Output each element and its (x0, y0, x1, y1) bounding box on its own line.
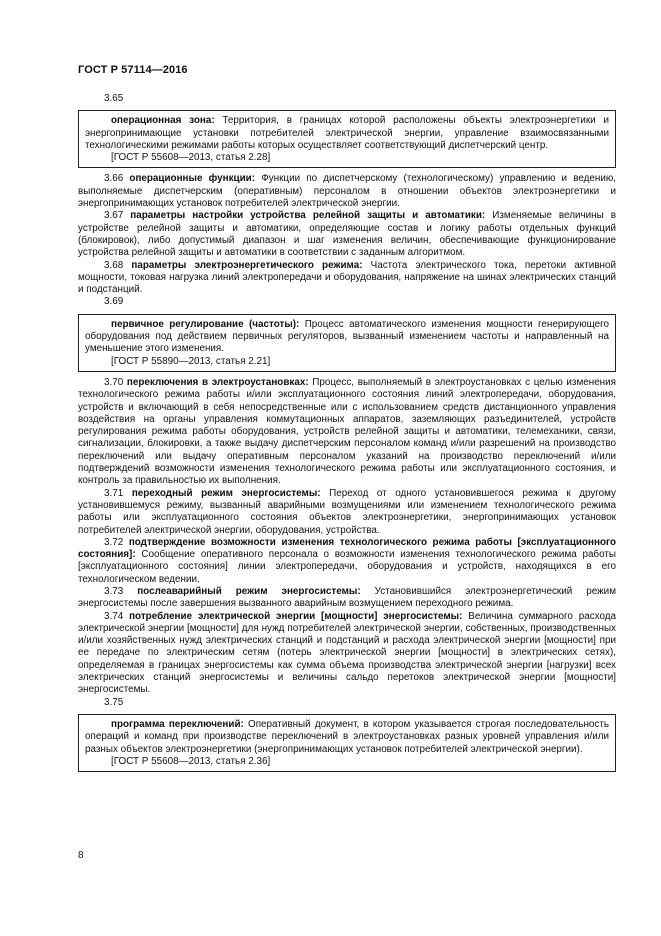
term-entry (78, 586, 616, 611)
term: потребление электрической энергии [мощности] энергосистемы: (129, 610, 463, 622)
term-entry (78, 210, 616, 259)
section-number: 3.69 (104, 296, 124, 308)
section-number: 3.67 (104, 210, 124, 222)
definition: Территория, в границах которой расположены объекты электроэнергетики и энергопринимающие установки потребителей электрической энергии, управление взаимосвязанными технологическими режимами работы которых осуществляет соответствующий диспетчерский центр. (85, 115, 609, 151)
section-number: 3.65 (104, 93, 124, 104)
definition: Сообщение оперативного персонала о возможности изменения технологического режима работы [эксплуатационного состояния] линии электропередачи, оборудования и устройств, находящихся в его технологическом ведении. (78, 549, 616, 585)
source-reference: [ГОСТ Р 55608—2013, статья 2.28] (111, 152, 271, 164)
definition: Установившийся электроэнергетический режим энергосистемы после завершения вызванного аварийным возмущением переходного режима. (78, 585, 616, 610)
term: операционные функции: (129, 173, 256, 185)
document-header: ГОСТ Р 57114—2016 (78, 64, 188, 76)
term: послеаварийный режим энергосистемы: (137, 585, 361, 597)
section-number: 3.72 (104, 536, 124, 548)
section-number: 3.66 (104, 173, 124, 185)
term: подтверждение возможности изменения технологического режима работы [эксплуатационного состояния]: (78, 536, 616, 561)
definition: Оперативный документ, в котором указывается строгая последовательность операций и команд при производстве переключений в электроустановках разных уровней управления и/или разных объектов электроэнергетики (энергопринимающих установок потребителей электрической энергии). (85, 718, 609, 755)
term: параметры электроэнергетического режима: (131, 259, 363, 271)
source-reference: [ГОСТ Р 55890—2013, статья 2.21] (111, 355, 271, 367)
term-entry (78, 377, 616, 488)
term-entry (85, 115, 609, 152)
term-entry (78, 611, 616, 697)
document-content (78, 93, 616, 777)
definition: Величина суммарного расхода электрической энергии [мощности] для нужд потребителей электрической энергии, собственных, производственных и/или хозяйственных нужд электрических станций и подстанций и расхода электрической энергии [мощности] при ее передаче по электрическим сетям (потерь электрической энергии [мощности] в электрических сетях), определяемая в границах энергосистемы как сумма объема производства электрической энергии [нагрузки] всех электрических станций энергосистемы и величины сальдо перетоков электрической энергии [мощности] энергосистемы. (78, 610, 616, 696)
definition: Переход от одного установившегося режима к другому установившемуся режиму, вызванный аварийными возмущениями или изменением технологического режима работы или эксплуатационного состояния объектов электроэнергетики, энергопринимающих установок потребителей электрической энергии, оборудования, устройства. (78, 487, 616, 536)
definition: Изменяемые величины в устройстве релейной защиты и автоматики, определяющие состав и логику работы отдельных функций (блокировок), либо допустимый диапазон и шаг изменения величин, обеспечивающие функционирование устройства релейной защиты и автоматики в соответствии с заданным алгоритмом. (78, 210, 616, 259)
term-entry (78, 488, 616, 537)
term: первичное регулирование (частоты): (111, 318, 300, 330)
term-entry (85, 719, 609, 756)
term-entry (78, 537, 616, 586)
source-reference: [ГОСТ Р 55608—2013, статья 2.36] (111, 755, 271, 767)
section-number: 3.75 (104, 696, 124, 708)
term: операционная зона: (111, 115, 215, 127)
quoted-term-box (78, 714, 616, 772)
definition: Частота электрического тока, перетоки активной мощности, токовая нагрузка линий электропередачи и оборудования, напряжение на шинах электрических станций и подстанций. (78, 259, 616, 296)
term-entry (85, 319, 609, 356)
term: переходный режим энергосистемы: (131, 487, 321, 499)
definition: Процесс автоматического изменения мощности генерирующего оборудования под действием первичных регуляторов, вызванный изменением частоты и направленный на уменьшение этого изменения. (85, 318, 609, 355)
section-number: 3.70 (104, 376, 124, 388)
page-number: 8 (78, 850, 84, 861)
section-number: 3.71 (104, 487, 124, 499)
section-number: 3.68 (104, 259, 124, 271)
quoted-term-box (78, 314, 616, 372)
term-entry (78, 260, 616, 297)
term: параметры настройки устройства релейной защиты и автоматики: (130, 210, 486, 222)
section-number: 3.73 (104, 585, 124, 597)
term: программа переключений: (111, 718, 244, 730)
section-number: 3.74 (104, 610, 124, 622)
definition: Процесс, выполняемый в электроустановках с целью изменения технологического режима работы и/или эксплуатационного состояния линий электропередачи, оборудования, устройств и включающий в себя непосредственные или с использованием средств дистанционного управления воздействия на органы управления коммутационных аппаратов, заземляющих разъединителей, устройств регулирования режима работы оборудования, устройств релейной защиты и автоматики, телемеханики, связи, сигнализации, блокировки, а также выдачу диспетчерским персоналом команд и/или разрешений на производство переключений или выдачу оперативным персоналом указаний на производство переключений и/или подтверждений возможности изменения технологического режима работы или эксплуатационного состояния, и контроль за правильностью их выполнения. (78, 376, 616, 487)
definition: Функции по диспетчерскому (технологическому) управлению и ведению, выполняемые диспетчерским (оперативным) персоналом в отношении объектов электроэнергетики и энергопринимающих установок потребителей электрической энергии. (78, 173, 616, 210)
quoted-term-box (78, 110, 616, 168)
term-entry (78, 173, 616, 210)
term: переключения в электроустановках: (126, 376, 309, 388)
